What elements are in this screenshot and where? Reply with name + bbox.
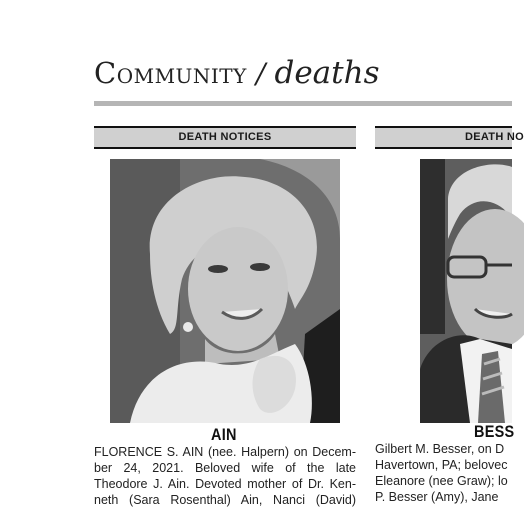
section-separator: / — [255, 57, 266, 90]
portrait-woman-photo — [110, 159, 340, 423]
obituary-line: Havertown, PA; belovec — [375, 458, 508, 472]
subsection-title: deaths — [274, 55, 380, 91]
obituary-line: neth (Sara Rosenthal) Ain, Nanci (David) — [94, 493, 356, 507]
obituary-line: Gilbert M. Besser, on D — [375, 442, 505, 456]
section-title: Community — [94, 56, 247, 90]
obituary-line: Theodore J. Ain. Devoted mother of Dr. Ken- — [94, 477, 356, 491]
column-header: DEATH NOTICES — [94, 126, 356, 149]
deceased-name: BESS — [474, 422, 515, 441]
column-header: DEATH NO — [375, 126, 512, 149]
obituary-text — [375, 441, 512, 505]
obituary-line: ber 24, 2021. Beloved wife of the late — [94, 461, 356, 475]
obituary-line: P. Besser (Amy), Jane — [375, 490, 499, 504]
header-rule — [94, 101, 512, 106]
death-notices-column-left — [94, 126, 356, 149]
deceased-name: AIN — [211, 425, 237, 444]
obituary-line: FLORENCE S. AIN (nee. Halpern) on Decem- — [94, 445, 356, 459]
obituary-line: Eleanore (nee Graw); lo — [375, 474, 508, 488]
obituary-text — [94, 444, 356, 508]
portrait-man-photo — [420, 159, 512, 423]
page-header — [94, 55, 380, 91]
death-notices-column-right — [375, 126, 524, 149]
